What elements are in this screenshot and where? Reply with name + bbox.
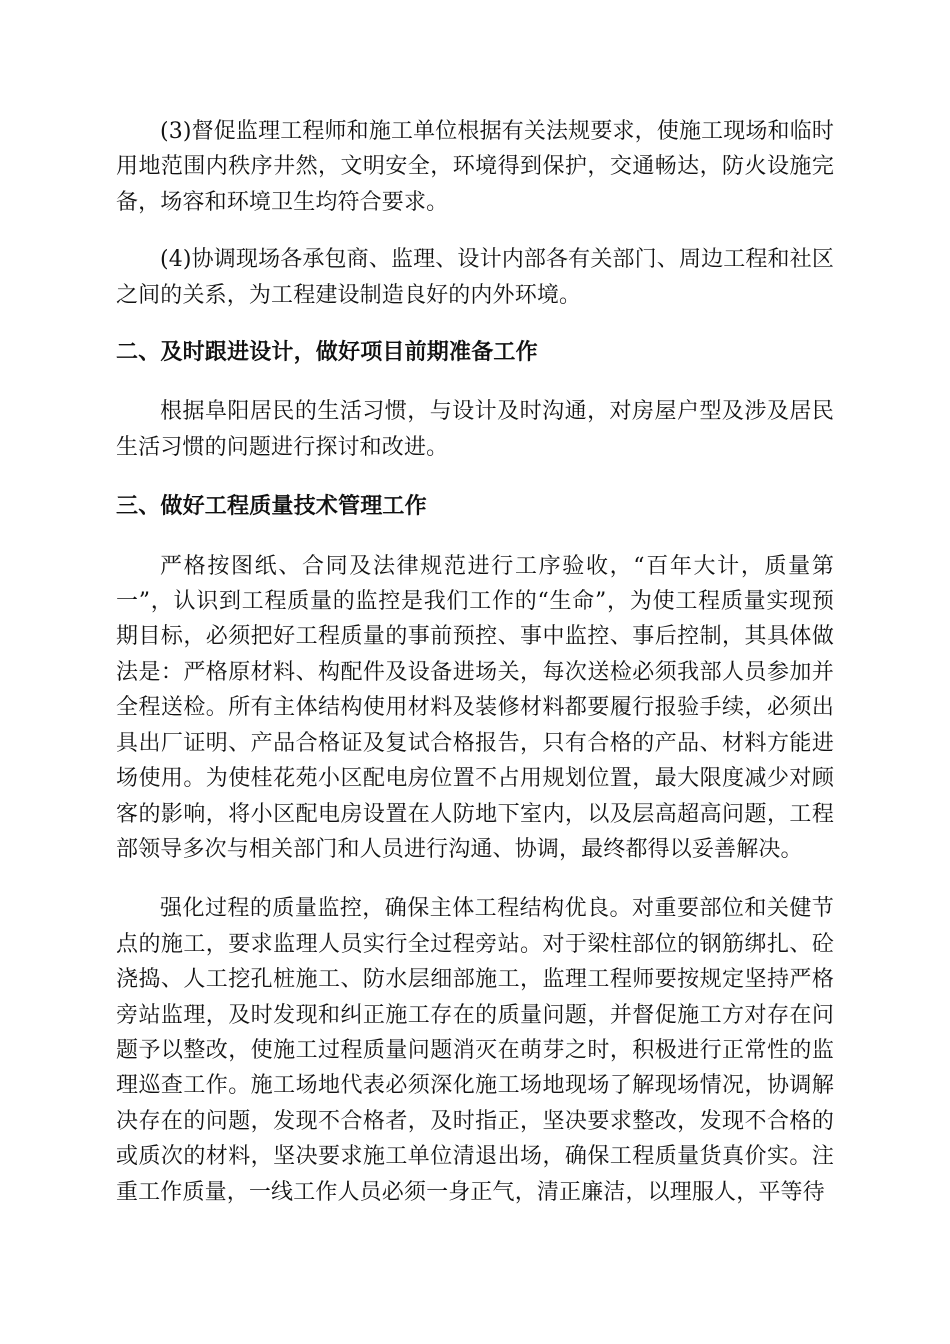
paragraph-spacer: [116, 370, 834, 394]
paragraph-process-monitoring: 强化过程的质量监控，确保主体工程结构优良。对重要部位和关健节点的施工，要求监理人员实行全过程旁站。对于梁柱部位的钢筋绑扎、砼浇捣、人工挖孔桩施工、防水层细部施工，监理工程师要按规定坚持严格旁站监理，及时发现和纠正施工存在的质量问题，并督促施工方对存在问题予以整改，使施工过程质量问题消灭在萌芽之时，积极进行正常性的监理巡查工作。施工场地代表必须深化施工场地现场了解现场情况，协调解决存在的问题，发现不合格者，及时指正，坚决要求整改，发现不合格的或质次的材料，坚决要求施工单位清退出场，确保工程质量货真价实。注重工作质量，一线工作人员必须一身正气，清正廉洁，以理服人，平等待: [116, 896, 834, 1205]
document-page: [116, 114, 834, 1210]
paragraph-spacer: [116, 465, 834, 489]
section-heading-3: 三、做好工程质量技术管理工作: [116, 494, 427, 520]
paragraph-item-3: (3)督促监理工程师和施工单位根据有关法规要求，使施工现场和临时用地范围内秩序井然，文明安全，环境得到保护，交通畅达，防火设施完备，场容和环境卫生均符合要求。: [116, 119, 834, 215]
paragraph-spacer: [116, 313, 834, 335]
paragraph-design-followup: 根据阜阳居民的生活习惯，与设计及时沟通，对房屋户型及涉及居民生活习惯的问题进行探讨和改进。: [116, 399, 834, 460]
paragraph-spacer: [116, 867, 834, 891]
paragraph-spacer: [116, 525, 834, 549]
paragraph-spacer: [116, 220, 834, 242]
paragraph-item-4: (4)协调现场各承包商、监理、设计内部各有关部门、周边工程和社区之间的关系，为工程建设制造良好的内外环境。: [116, 247, 834, 308]
section-heading-2: 二、及时跟进设计，做好项目前期准备工作: [116, 340, 538, 366]
paragraph-quality-acceptance: 严格按图纸、合同及法律规范进行工序验收，“百年大计，质量第一”，认识到工程质量的监控是我们工作的“生命”，为使工程质量实现预期目标，必须把好工程质量的事前预控、事中监控、事后控制，其具体做法是：严格原材料、构配件及设备进场关，每次送检必须我部人员参加并全程送检。所有主体结构使用材料及装修材料都要履行报验手续，必须出具出厂证明、产品合格证及复试合格报告，只有合格的产品、材料方能进场使用。为使桂花苑小区配电房位置不占用规划位置，最大限度减少对顾客的影响，将小区配电房设置在人防地下室内，以及层高超高问题，工程部领导多次与相关部门和人员进行沟通、协调，最终都得以妥善解决。: [116, 553, 834, 862]
